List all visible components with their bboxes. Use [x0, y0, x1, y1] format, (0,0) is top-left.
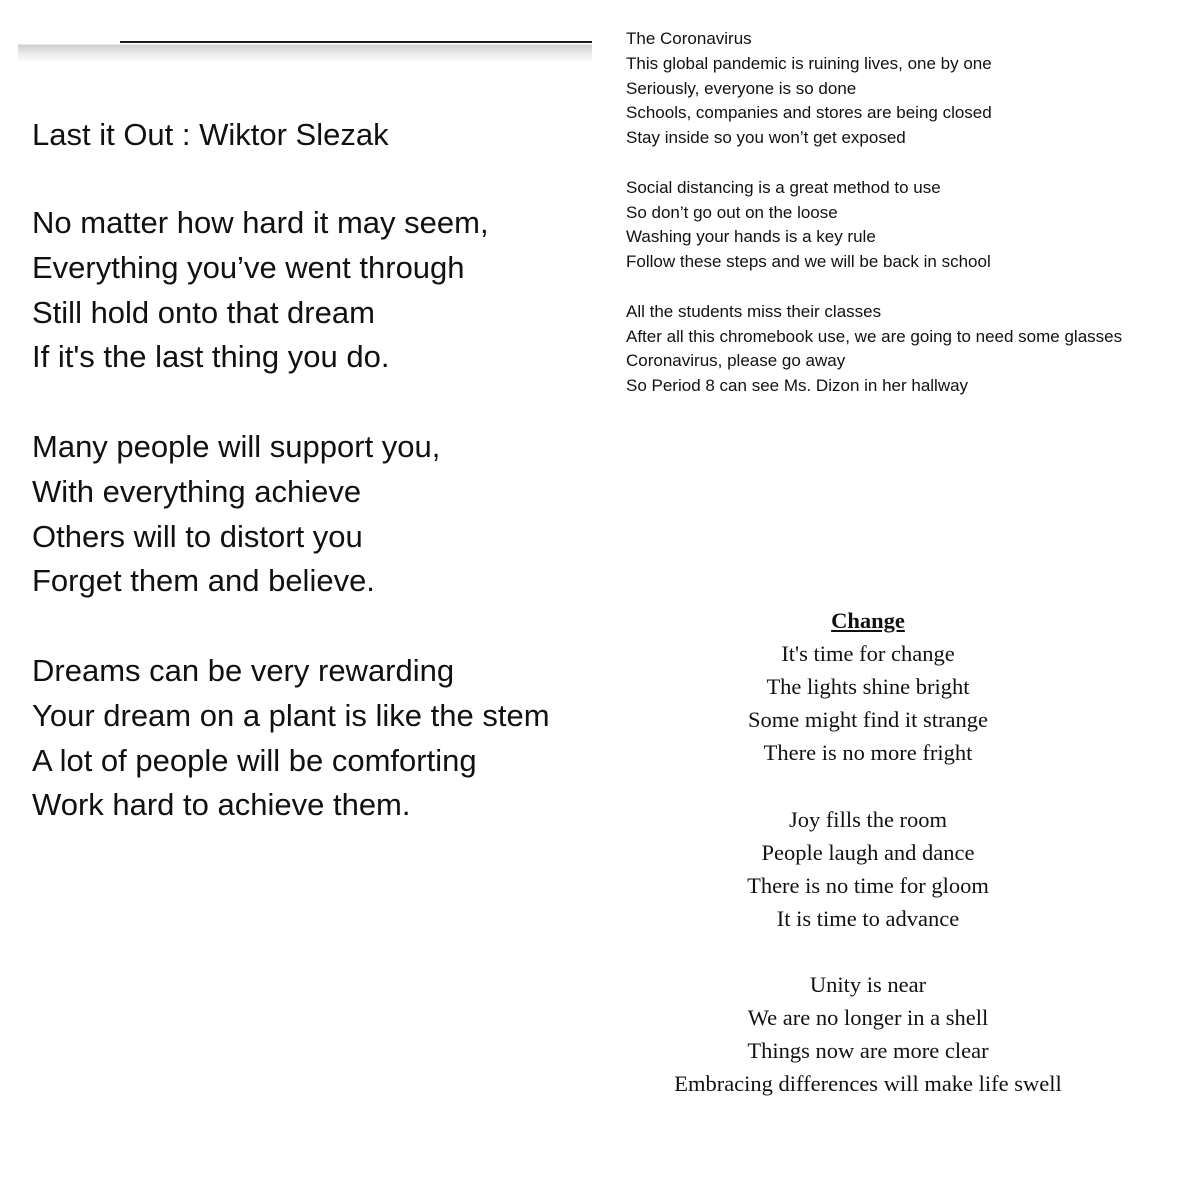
poem-line: This global pandemic is ruining lives, one by one	[626, 53, 992, 73]
change-poem-stanza-2	[640, 803, 1096, 935]
poem-line: Stay inside so you won’t get exposed	[626, 128, 906, 148]
poem-line: A lot of people will be comforting	[32, 742, 477, 778]
poem-line: Things now are more clear	[747, 1038, 989, 1064]
poem-line: No matter how hard it may seem,	[32, 205, 489, 240]
poem-line: People laugh and dance	[761, 839, 975, 865]
poem-line: So don’t go out on the loose	[626, 202, 838, 222]
scanned-page-edge	[18, 0, 592, 62]
poem-line: Social distancing is a great method to use	[626, 177, 941, 197]
poem-line: It is time to advance	[776, 905, 960, 931]
poem-line: Forget them and believe.	[32, 563, 375, 599]
poem-line: It's time for change	[781, 641, 955, 667]
change-poem-stanza-1	[640, 637, 1096, 769]
poem-line: All the students miss their classes	[626, 301, 882, 321]
change-poem	[640, 604, 1096, 1134]
poem-line: Coronavirus, please go away	[626, 351, 846, 371]
coronavirus-poem	[626, 27, 1122, 424]
poem-line: Washing your hands is a key rule	[626, 227, 876, 247]
coronavirus-poem-stanza-3	[626, 300, 1122, 399]
poem-line: Unity is near	[809, 972, 927, 998]
top-divider-line	[120, 41, 592, 43]
poem-line: Joy fills the room	[788, 806, 948, 832]
poem-line: Still hold onto that dream	[32, 294, 375, 330]
poem-line: Schools, companies and stores are being closed	[626, 103, 992, 123]
left-poem-stanza-1	[32, 201, 550, 380]
coronavirus-poem-stanza-1	[626, 52, 1122, 151]
change-poem-title: Change	[831, 608, 905, 633]
poem-line: Everything you’ve went through	[32, 249, 465, 285]
poem-line: So Period 8 can see Ms. Dizon in her hallway	[626, 376, 969, 396]
poem-line: There is no time for gloom	[747, 872, 989, 898]
poem-line: Others will to distort you	[32, 518, 363, 554]
poem-line: After all this chromebook use, we are going to need some glasses	[626, 326, 1123, 346]
poem-line: Some might find it strange	[748, 707, 988, 733]
coronavirus-poem-stanza-2	[626, 176, 1122, 275]
poem-line: There is no more fright	[763, 740, 973, 766]
poem-line: With everything achieve	[32, 473, 362, 509]
poem-line: Follow these steps and we will be back in school	[626, 252, 991, 272]
poem-line: The lights shine bright	[766, 674, 970, 700]
poem-line: Seriously, everyone is so done	[626, 78, 857, 98]
poem-line: Your dream on a plant is like the stem	[32, 697, 550, 733]
left-poem-body	[32, 201, 550, 873]
poem-line: Many people will support you,	[32, 428, 441, 464]
poem-line: Dreams can be very rewarding	[32, 652, 455, 688]
coronavirus-poem-title: The Coronavirus	[626, 29, 752, 48]
poem-line: We are no longer in a shell	[747, 1005, 989, 1031]
poem-line: If it's the last thing you do.	[32, 339, 390, 375]
poem-line: Embracing differences will make life swell	[674, 1071, 1062, 1097]
poem-line: Work hard to achieve them.	[32, 787, 411, 823]
left-poem-stanza-3	[32, 649, 550, 828]
left-poem-title: Last it Out : Wiktor Slezak	[32, 117, 389, 152]
left-poem-stanza-2	[32, 425, 550, 604]
change-poem-stanza-3	[640, 968, 1096, 1100]
